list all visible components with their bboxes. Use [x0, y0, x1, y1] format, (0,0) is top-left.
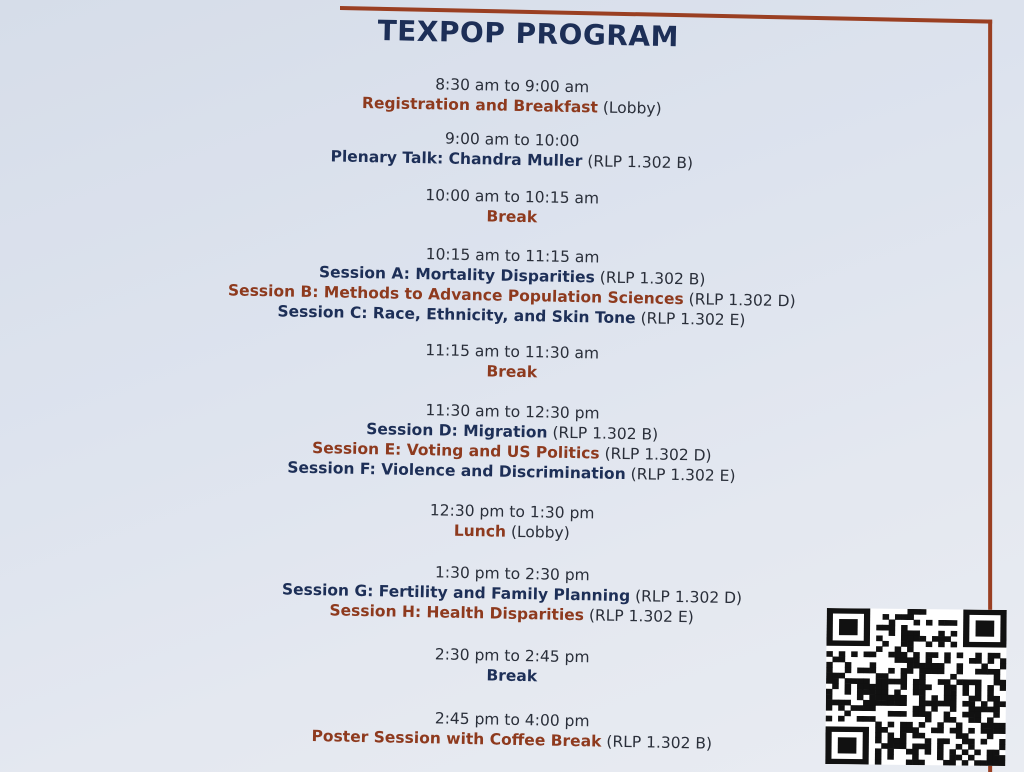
- qr-code-icon[interactable]: [825, 608, 1007, 766]
- schedule-block-0: [0, 66, 1024, 126]
- event-name: Session G: Fertility and Family Planning: [281, 580, 631, 606]
- event-room: (RLP 1.302 D): [634, 587, 743, 608]
- time-slot: 10:00 am to 10:15 am: [425, 186, 600, 208]
- event-room: (RLP 1.302 B): [599, 268, 706, 289]
- event-room: (RLP 1.302 E): [640, 309, 746, 330]
- event-name: Break: [486, 207, 538, 227]
- event-name: Registration and Breakfast: [361, 93, 599, 117]
- schedule-block-4: [0, 332, 1024, 392]
- event-name: Break: [486, 362, 538, 382]
- event-room: (RLP 1.302 B): [552, 423, 659, 444]
- time-slot: 12:30 pm to 1:30 pm: [429, 501, 595, 523]
- event-room: (RLP 1.302 B): [606, 732, 713, 753]
- event-room: (RLP 1.302 E): [630, 465, 736, 486]
- event-name: Session F: Violence and Discrimination: [287, 458, 626, 484]
- event-name: Session E: Voting and US Politics: [311, 439, 600, 463]
- event-name: Session H: Health Disparities: [329, 601, 585, 625]
- event-name: Session D: Migration: [366, 420, 548, 442]
- event-name: Plenary Talk: Chandra Muller: [330, 147, 583, 171]
- event-room: (Lobby): [510, 522, 570, 542]
- time-slot: 2:30 pm to 2:45 pm: [434, 645, 590, 667]
- time-slot: 11:30 am to 12:30 pm: [425, 401, 600, 423]
- schedule-block-1: [0, 120, 1024, 180]
- event-name: Session C: Race, Ethnicity, and Skin Tone: [277, 302, 636, 328]
- event-room: (RLP 1.302 E): [588, 606, 694, 627]
- time-slot: 8:30 am to 9:00 am: [434, 75, 590, 97]
- event-room: (RLP 1.302 D): [688, 290, 796, 311]
- time-slot: 11:15 am to 11:30 am: [425, 341, 600, 363]
- event-name: Session B: Methods to Advance Population Sciences: [227, 281, 684, 309]
- event-room: (RLP 1.302 D): [604, 444, 712, 465]
- time-slot: 10:15 am to 11:15 am: [425, 245, 600, 267]
- qr-code-graphic: [825, 608, 1007, 766]
- time-slot: 1:30 pm to 2:30 pm: [434, 563, 590, 585]
- page-title: TEXPOP PROGRAM: [377, 14, 680, 54]
- schedule-block-2: [0, 177, 1024, 237]
- schedule-block-6: [0, 492, 1024, 552]
- time-slot: 2:45 pm to 4:00 pm: [434, 709, 590, 731]
- event-name: Poster Session with Coffee Break: [311, 727, 602, 751]
- time-slot: 9:00 am to 10:00: [444, 129, 580, 151]
- schedule-block-3: [0, 236, 1024, 336]
- event-name: Break: [486, 666, 538, 686]
- event-name: Session A: Mortality Disparities: [318, 263, 595, 287]
- event-room: (RLP 1.302 B): [587, 152, 694, 173]
- schedule-block-5: [0, 392, 1024, 492]
- event-room: (Lobby): [602, 98, 662, 118]
- event-name: Lunch: [453, 521, 507, 541]
